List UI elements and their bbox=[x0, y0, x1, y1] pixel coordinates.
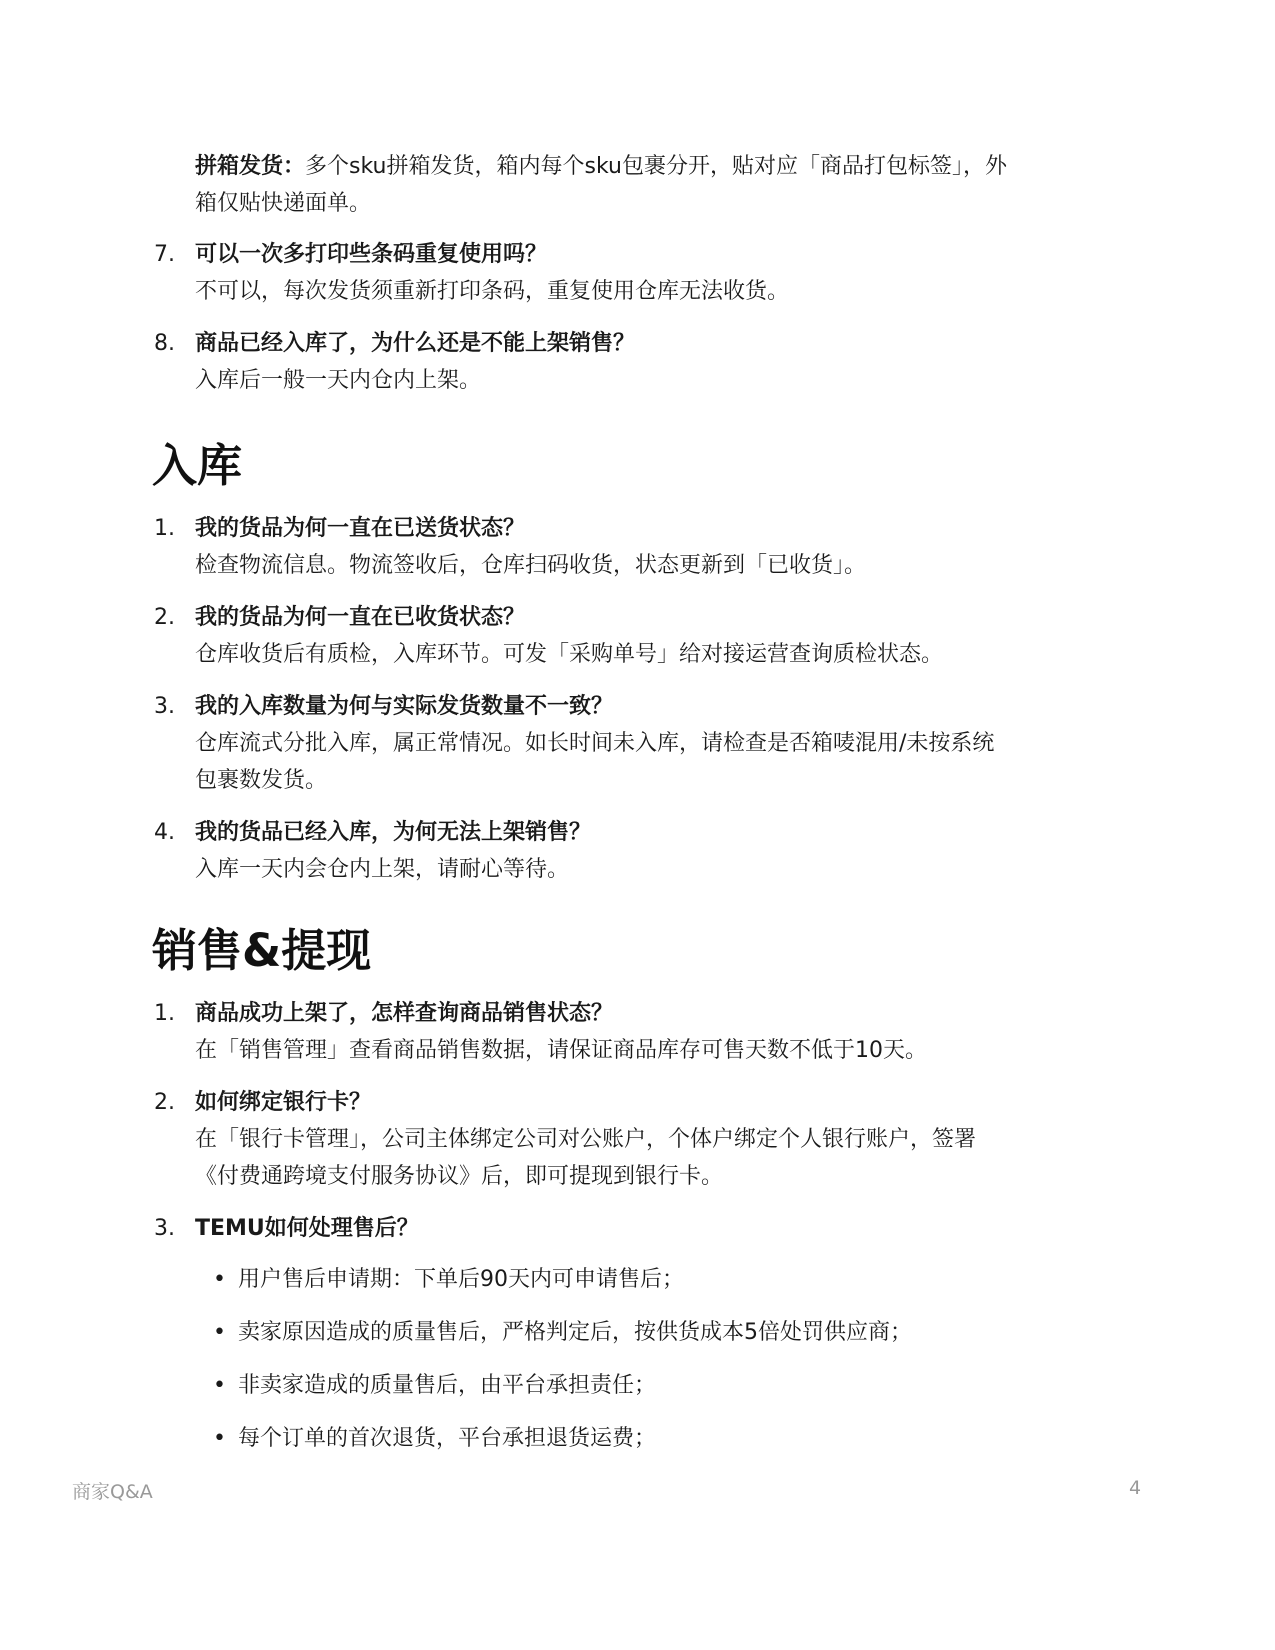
answer: 在「销售管理」查看商品销售数据，请保证商品库存可售天数不低于10天。 bbox=[195, 1038, 927, 1063]
item-number: 4. bbox=[154, 820, 175, 845]
intro-paragraph bbox=[195, 148, 1132, 222]
intro-label: 拼箱发货： bbox=[195, 154, 306, 179]
bullet-text: 用户售后申请期：下单后90天内可申请售后； bbox=[238, 1267, 684, 1292]
section-title-inbound: 入库 bbox=[152, 439, 243, 492]
answer-line2: 包裹数发货。 bbox=[195, 768, 328, 793]
answer: 入库后一般一天内仓内上架。 bbox=[195, 368, 482, 393]
question: 我的货品已经入库，为何无法上架销售？ bbox=[195, 820, 592, 845]
answer-line1: 仓库流式分批入库，属正常情况。如长时间未入库，请检查是否箱唛混用/未按系统 bbox=[195, 731, 995, 756]
list-item bbox=[152, 1210, 1132, 1473]
item-number: 8. bbox=[154, 331, 175, 356]
inbound-qa-list bbox=[152, 510, 1132, 888]
item-number: 2. bbox=[154, 605, 175, 630]
bullet-item bbox=[195, 1314, 1132, 1351]
bullet-icon: • bbox=[213, 1373, 226, 1398]
bullet-icon: • bbox=[213, 1320, 226, 1345]
question: 我的货品为何一直在已送货状态？ bbox=[195, 516, 526, 541]
bullet-icon: • bbox=[213, 1426, 226, 1451]
answer: 检查物流信息。物流签收后，仓库扫码收货，状态更新到「已收货」。 bbox=[195, 553, 867, 578]
section-title-sales: 销售&提现 bbox=[152, 924, 372, 977]
bullet-text: 每个订单的首次退货，平台承担退货运费； bbox=[238, 1426, 657, 1451]
intro-text-line2: 箱仅贴快递面单。 bbox=[195, 191, 372, 216]
sales-qa-list bbox=[152, 995, 1132, 1473]
list-item bbox=[152, 510, 1132, 584]
bullet-text: 卖家原因造成的质量售后，严格判定后，按供货成本5倍处罚供应商； bbox=[238, 1320, 912, 1345]
item-number: 3. bbox=[154, 1216, 175, 1241]
question: TEMU如何处理售后？ bbox=[195, 1216, 419, 1241]
list-item bbox=[152, 814, 1132, 888]
item-number: 1. bbox=[154, 1001, 175, 1026]
answer: 仓库收货后有质检，入库环节。可发「采购单号」给对接运营查询质检状态。 bbox=[195, 642, 944, 667]
item-number: 1. bbox=[154, 516, 175, 541]
bullet-item bbox=[195, 1367, 1132, 1404]
answer-line2: 《付费通跨境支付服务协议》后，即可提现到银行卡。 bbox=[195, 1164, 724, 1189]
answer-line1: 在「银行卡管理」，公司主体绑定公司对公账户，个体户绑定个人银行账户，签署 bbox=[195, 1127, 977, 1152]
page-content bbox=[152, 148, 1132, 1473]
after-sales-bullet-list bbox=[195, 1261, 1132, 1457]
bullet-item bbox=[195, 1261, 1132, 1298]
list-item bbox=[152, 995, 1132, 1069]
shipping-qa-list bbox=[152, 236, 1132, 399]
item-number: 2. bbox=[154, 1090, 175, 1115]
question: 我的入库数量为何与实际发货数量不一致？ bbox=[195, 694, 614, 719]
bullet-icon: • bbox=[213, 1267, 226, 1292]
list-item bbox=[152, 599, 1132, 673]
item-number: 3. bbox=[154, 694, 175, 719]
list-item bbox=[152, 1084, 1132, 1195]
bullet-item bbox=[195, 1420, 1132, 1457]
question: 商品已经入库了，为什么还是不能上架销售？ bbox=[195, 331, 636, 356]
question: 商品成功上架了，怎样查询商品销售状态？ bbox=[195, 1001, 614, 1026]
answer: 入库一天内会仓内上架，请耐心等待。 bbox=[195, 857, 570, 882]
intro-text-line1: 多个sku拼箱发货，箱内每个sku包裹分开，贴对应「商品打包标签」，外 bbox=[305, 154, 1007, 179]
page-number: 4 bbox=[1129, 1477, 1142, 1499]
list-item bbox=[152, 688, 1132, 799]
question: 可以一次多打印些条码重复使用吗？ bbox=[195, 242, 548, 267]
question: 我的货品为何一直在已收货状态？ bbox=[195, 605, 526, 630]
list-item bbox=[152, 325, 1132, 399]
footer-title: 商家Q&A bbox=[72, 1481, 153, 1503]
answer: 不可以，每次发货须重新打印条码，重复使用仓库无法收货。 bbox=[195, 279, 790, 304]
list-item bbox=[152, 236, 1132, 310]
item-number: 7. bbox=[154, 242, 175, 267]
bullet-text: 非卖家造成的质量售后，由平台承担责任； bbox=[238, 1373, 657, 1398]
question: 如何绑定银行卡？ bbox=[195, 1090, 372, 1115]
